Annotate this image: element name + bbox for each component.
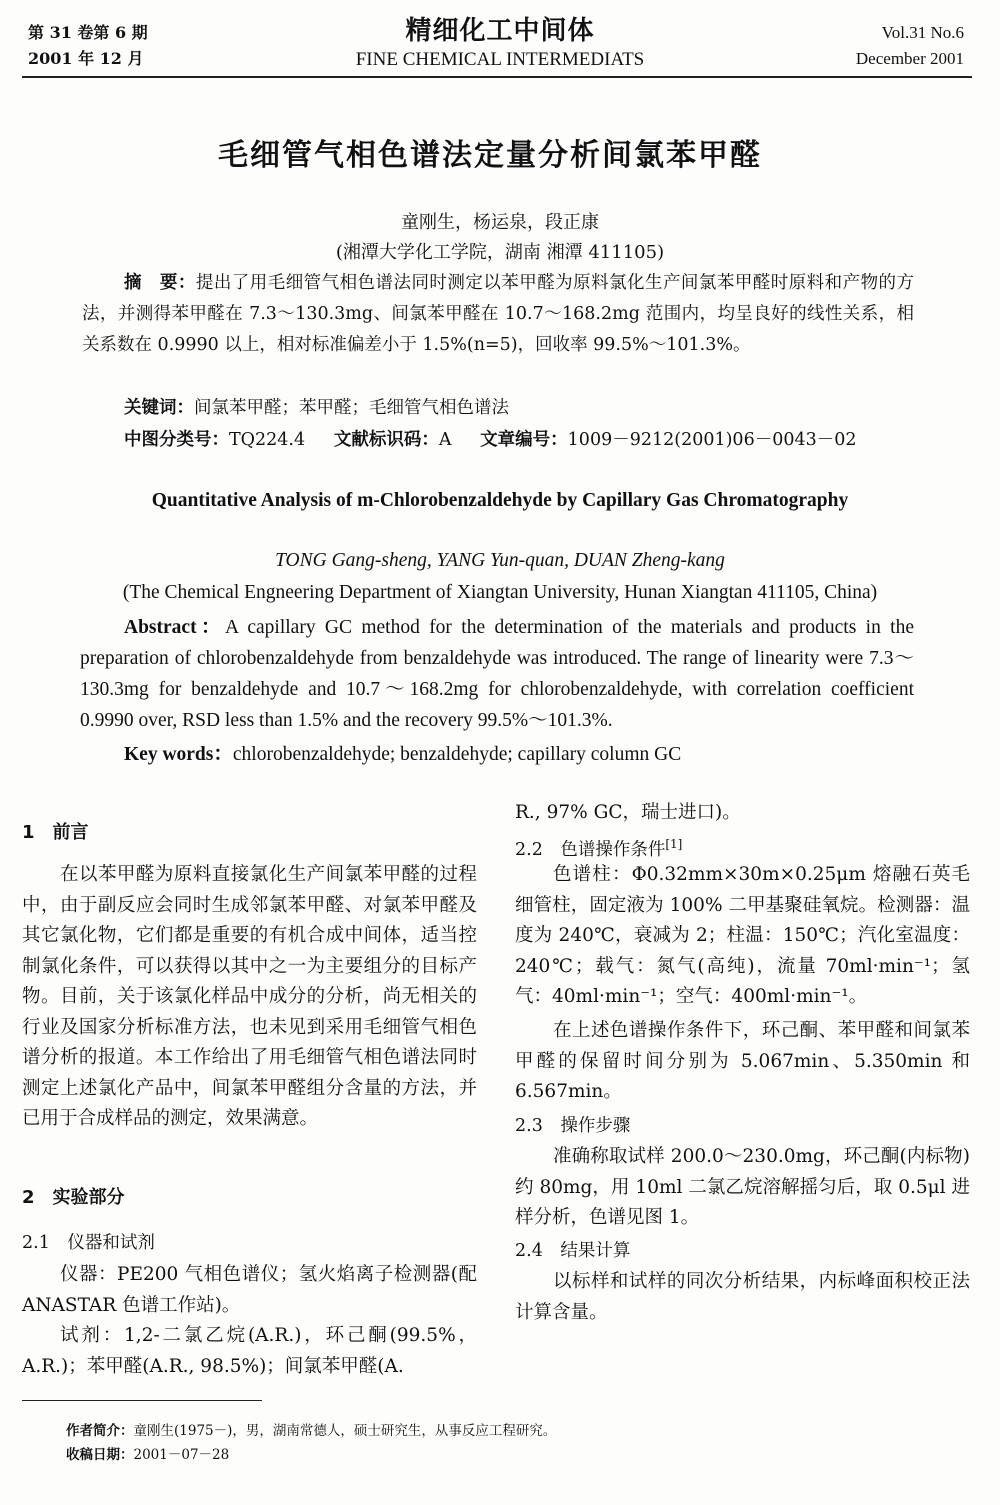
abstract-en-label: Abstract： — [124, 617, 226, 638]
abstract-en-text: A capillary GC method for the determination of the materials and products in the preparation of chlorobenzaldehyde from benzaldehyde was introduced. The range of linearity were 7.3～130.3mg for benzaldehyde and 10.7～168.2mg for chlorobenzaldehyde, with correlation coefficient 0.9990 over, RSD less than 1.5% and the recovery 99.5%～101.3%. — [80, 617, 914, 731]
author-bio-footnote — [66, 1420, 556, 1442]
abstract-cn-text: 提出了用毛细管气相色谱法同时测定以苯甲醛为原料氯化生产间氯苯甲醛时原料和产物的方法，并测得苯甲醛在 7.3～130.3mg、间氯苯甲醛在 10.7～168.2mg 范围内，均呈良好的线性关系，相关系数在 0.9990 以上，相对标准偏差小于 1.5%(n=5)，回收率 99.5%～101.3%。 — [82, 273, 915, 355]
keywords-cn-text: 间氯苯甲醛；苯甲醛；毛细管气相色谱法 — [194, 398, 509, 418]
doc-code-label: 文献标识码： — [333, 430, 439, 450]
article-no-label: 文章编号： — [480, 430, 568, 450]
retention-times: 在上述色谱操作条件下，环己酮、苯甲醛和间氯苯甲醛的保留时间分别为 5.067min、5.350min 和 6.567min。 — [515, 1020, 970, 1102]
calculation-paragraph: 以标样和试样的同次分析结果，内标峰面积校正法计算含量。 — [515, 1271, 970, 1323]
received-date-text: 2001－07－28 — [133, 1447, 230, 1463]
volume-en: Vol.31 No.6 — [881, 23, 964, 42]
journal-name-cn: 精细化工中间体 — [405, 16, 595, 46]
issue-info-en — [856, 20, 964, 72]
subsection-2-2-title: 2.2 色谱操作条件 — [515, 839, 666, 860]
subsection-2-3-heading: 2.3 操作步骤 — [515, 1116, 631, 1136]
authors-cn: 童刚生，杨运泉，段正康 — [401, 212, 599, 233]
citation-ref: [1] — [665, 837, 683, 851]
author-bio-label: 作者简介： — [66, 1423, 134, 1439]
procedure-paragraph: 准确称取试样 200.0～230.0mg，环己酮(内标物)约 80mg，用 10ml 二氯乙烷溶解摇匀后，取 0.5μl 进样分析，色谱见图 1。 — [515, 1146, 970, 1228]
subsection-2-1-heading: 2.1 仪器和试剂 — [22, 1233, 155, 1253]
abstract-cn — [82, 268, 914, 361]
journal-name-en: FINE CHEMICAL INTERMEDIATS — [355, 49, 645, 70]
author-bio-text: 童刚生(1975－)，男，湖南常德人，硕士研究生，从事反应工程研究。 — [133, 1423, 557, 1439]
authors-en: TONG Gang-sheng, YANG Yun-quan, DUAN Zheng-kang — [275, 550, 725, 571]
classification-line — [124, 426, 857, 451]
section-1-paragraph: 在以苯甲醛为原料直接氯化生产间氯苯甲醛的过程中，由于副反应会同时生成邻氯苯甲醛、对氯苯甲醛及其它氯化物，它们都是重要的有机合成中间体，适当控制氯化条件，可以获得以其中之一为主要组分的目标产物。目前，关于该氯化样品中成分的分析，尚无相关的行业及国家分析标准方法，也未见到采用毛细管气相色谱分析的报道。本工作给出了用毛细管气相色谱法同时测定上述氯化产品中，间氯苯甲醛组分含量的方法，并已用于合成样品的测定，效果满意。 — [22, 864, 477, 1129]
received-date-label: 收稿日期： — [66, 1447, 134, 1463]
footnote-divider — [22, 1400, 262, 1401]
paper-title-cn: 毛细管气相色谱法定量分析间氯苯甲醛 — [218, 138, 762, 173]
reagents-continued: R., 97% GC，瑞士进口)。 — [515, 802, 741, 823]
keywords-en — [124, 738, 681, 766]
section-2-heading: 2 实验部分 — [22, 1187, 125, 1208]
chromatographic-conditions: 色谱柱：Φ0.32mm×30m×0.25μm 熔融石英毛细管柱，固定液为 100% 二甲基聚硅氧烷。检测器：温度为 240℃，衰减为 2；柱温：150℃；汽化室温度：240℃；载气：氮气(高纯)，流量 70ml·min⁻¹；氢气：40ml·min⁻¹；空气：400ml·min⁻¹。 — [515, 864, 970, 1007]
abstract-en — [80, 612, 914, 736]
article-no-value: 1009－9212(2001)06－0043－02 — [567, 430, 857, 450]
keywords-cn-label: 关键词： — [124, 398, 194, 418]
keywords-en-label: Key words： — [124, 744, 233, 765]
date-en: December 2001 — [855, 49, 964, 68]
abstract-cn-label: 摘 要： — [124, 273, 196, 293]
received-date-footnote — [66, 1444, 229, 1466]
doc-code-value: A — [438, 430, 452, 450]
volume-cn: 第 31 卷第 6 期 — [28, 23, 148, 42]
header-divider — [22, 76, 972, 78]
clc-label: 中图分类号： — [124, 430, 229, 450]
subsection-2-1-reagents: 试剂：1,2-二氯乙烷(A.R.)，环己酮(99.5%，A.R.)；苯甲醛(A.R., 98.5%)；间氯苯甲醛(A. — [22, 1325, 477, 1377]
keywords-en-text: chlorobenzaldehyde; benzaldehyde; capillary column GC — [232, 744, 682, 765]
affiliation-cn: (湘潭大学化工学院，湖南 湘潭 411105) — [335, 242, 665, 263]
affiliation-en: (The Chemical Engneering Department of Xiangtan University, Hunan Xiangtan 411105, China) — [122, 582, 878, 603]
paper-title-en: Quantitative Analysis of m-Chlorobenzaldehyde by Capillary Gas Chromatography — [151, 490, 849, 511]
keywords-cn — [124, 394, 509, 419]
clc-value: TQ224.4 — [229, 430, 306, 450]
section-1-heading: 1 前言 — [22, 822, 89, 843]
subsection-2-4-heading: 2.4 结果计算 — [515, 1241, 631, 1261]
date-cn: 2001 年 12 月 — [28, 49, 144, 68]
journal-title — [0, 14, 1000, 72]
subsection-2-1-instruments: 仪器：PE200 气相色谱仪；氢火焰离子检测器(配 ANASTAR 色谱工作站)。 — [22, 1264, 477, 1316]
